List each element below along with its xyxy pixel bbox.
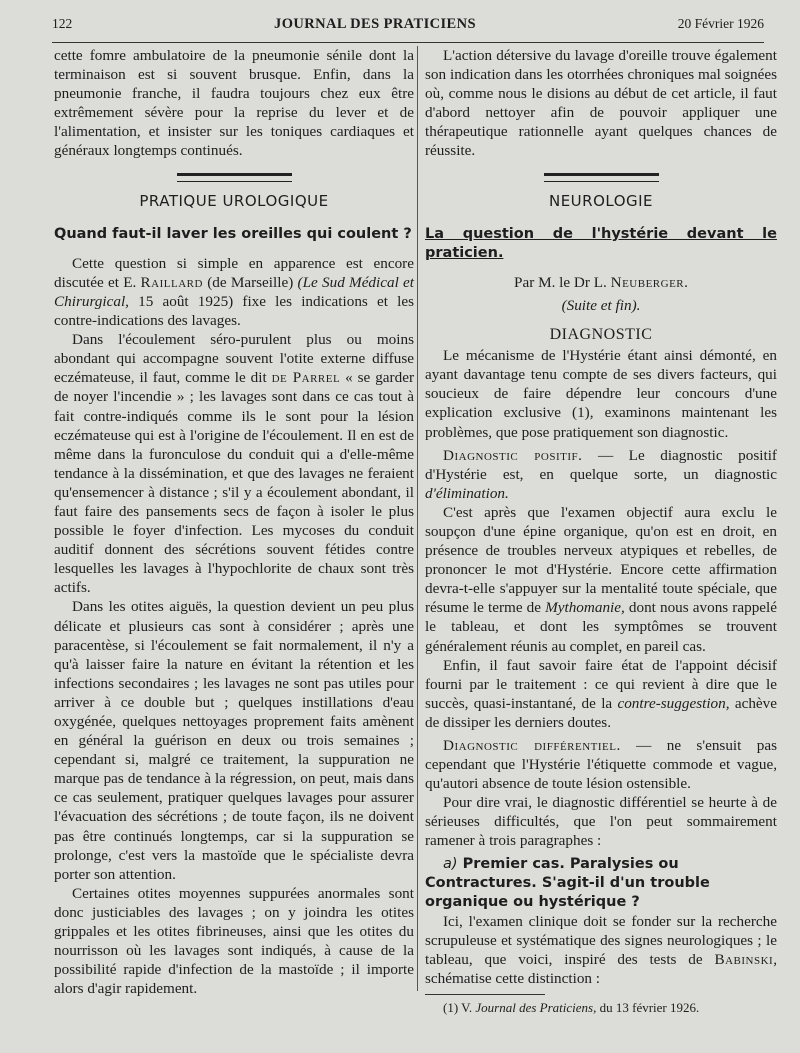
journal-title: JOURNAL DES PRATICIENS bbox=[274, 16, 476, 32]
paragraph: Dans l'écoulement séro-purulent plus ou moins abondant qui accompagne souvent l'otite externe diffuse eczémateuse, il faut, comme le dit de Parrel « se garder de noyer l'incendie » ; les lavages sont dans ce cas tout à fait contre-indiqués comme ils le sont pour la lésion eczémateuse qui est à l'origine de l'écoulement. Il en est de même dans la furonculose du conduit qui a d'elle-même tendance à la dissémination, et que des lavages ne feraient qu'ensemencer à distance ; s'il y a écoulement abondant, il faut faire des pansements secs de façon à isoler le plus possible le foyer d'infection. Les mycoses du conduit auditif donnent des sécrétions souvent fétides contre lesquelles les lavages à l'hypochlorite de chaux sont très actifs. bbox=[54, 331, 414, 597]
footnote: (1) V. Journal des Praticiens, du 13 février 1926. bbox=[443, 1000, 700, 1016]
section-title: PRATIQUE UROLOGIQUE bbox=[139, 191, 329, 210]
section-rule bbox=[54, 173, 414, 182]
author-name: Babinski bbox=[714, 951, 774, 969]
section-title: NEUROLOGIE bbox=[548, 191, 654, 210]
paragraph: C'est après que l'examen objectif aura exclu le soupçon d'une épine organique, qu'on est en droit, en présence de troubles nerveux atypiques et rebelles, de prononcer le mot d'Hystérie. Encore cette affirmation devra-t-elle s'appuyer sur la mentalité toute spéciale, que résume le terme de Mythomanie, dont nous avons rappelé le tableau, et dont les symptômes se trouvent généralement réunis au complet, en pareil cas. bbox=[425, 503, 777, 655]
section-rule bbox=[425, 173, 777, 182]
paragraph-label: Diagnostic positif. bbox=[443, 446, 583, 464]
footnote-rule bbox=[425, 994, 545, 995]
paragraph: Ici, l'examen clinique doit se fonder sur la recherche scrupuleuse et systématique des signes neurologiques ; le tableau, que voici, inspiré des tests de Babinski, schématise cette distinction : bbox=[425, 912, 777, 988]
paragraph: Diagnostic différentiel. — ne s'ensuit pas cependant que l'Hystérie l'étiquette commode et vague, qu'autori absence de toute lésion ostensible. bbox=[425, 737, 777, 793]
article-title: Quand faut-il laver les oreilles qui coulent ? bbox=[54, 225, 412, 242]
paragraph: Pour dire vrai, le diagnostic différentiel se heurte à de sérieuses difficultés, que l'on peut sommairement ramener à trois paragraphes : bbox=[425, 794, 777, 850]
author-name: Neuberger bbox=[610, 273, 685, 291]
paragraph: Enfin, il faut savoir faire état de l'appoint décisif fourni par le traitement : ce qui revient à dire que le succès, quasi-instantané, de la contre-suggestion, achève de dissiper les derniers doutes. bbox=[425, 656, 777, 731]
article-title: La question de l'hystérie devant le praticien. bbox=[425, 225, 777, 261]
paragraph: L'action détersive du lavage d'oreille trouve également son indication dans les otorrhées chroniques mal soignées où, comme nous le disions au début de cet article, il faut d'abord nettoyer afin de pouvoir appliquer une thérapeutique rationnelle ayant quelques chances de réussite. bbox=[425, 47, 777, 160]
subsection-title: DIAGNOSTIC bbox=[549, 326, 653, 344]
byline: Par M. le Dr L. Neuberger. bbox=[514, 273, 688, 291]
paragraph: Dans les otites aiguës, la question devient un peu plus délicate et plusieurs cas sont à considérer ; après une paracentèse, si l'écoulement se fait normalement, il n'y a qu'à laisser faire la nature en évitant la rétention et les infections secondaires ; les lavages ne sont pas utiles pour arriver à ce double but ; quelques instillations d'eau oxygénée, quelques nettoyages proprement faits amènent en général la guérison en deux ou trois semaines ; cependant si, malgré ce traitement, la suppuration ne marque pas de tendance à la régression, on peut, mais dans ce cas seulement, pratiquer quelques lavages pour assurer l'évacuation des sécrétions ; de toute façon, ils ne doivent pas être continués longtemps, car si la suppuration se prolonge, c'est vers la mastoïde que le spécialiste devra porter son attention. bbox=[54, 598, 414, 883]
page-number: 122 bbox=[52, 16, 73, 31]
suite-note: (Suite et fin). bbox=[561, 296, 641, 314]
paragraph: Le mécanisme de l'Hystérie étant ainsi démonté, en ayant davantage tenu compte de ses divers facteurs, qui soucieux de faire dépendre leur concours d'une explication exclusive (1), examinons maintenant les problèmes, que pose pratiquement son diagnostic. bbox=[425, 347, 777, 441]
paragraph: cette fomre ambulatoire de la pneumonie sénile dont la terminaison est si souvent brusque. Enfin, dans la pneumonie franche, il faudra toujours chez eux être extrêmement sévère pour la reprise du lever et de l'alimentation, et insister sur les toniques cardiaques et généraux longtemps continués. bbox=[54, 47, 414, 160]
left-column bbox=[54, 46, 414, 998]
column-divider bbox=[417, 46, 418, 991]
journal-reference: (Le Sud Médical et Chirurgical, bbox=[54, 273, 415, 310]
paragraph: Certaines otites moyennes suppurées anormales sont donc justiciables des lavages ; on y joindra les otites grippales et les otites fibrineuses, ainsi que les otites du nourrisson où les lavages sont indiqués, à cause de la possibilité rapide d'infection de la mastoïde ; il importe alors d'agir rapidement. bbox=[54, 884, 414, 998]
issue-date: 20 Février 1926 bbox=[677, 16, 764, 31]
author-name: de Parrel bbox=[271, 369, 341, 387]
subsection-heading: a) Premier cas. Paralysies ou Contractures. S'agit-il d'un trouble organique ou hystérique ? bbox=[425, 855, 710, 910]
paragraph: Cette question si simple en apparence est encore discutée et E. Raillard (de Marseille) (Le Sud Médical et Chirurgical, 15 août 1925) fixe les indications et les contre-indications des lavages. bbox=[54, 254, 415, 330]
paragraph-label: Diagnostic différentiel. bbox=[443, 737, 621, 754]
author-name: Raillard bbox=[140, 273, 203, 291]
paragraph: Diagnostic positif. — Le diagnostic positif d'Hystérie est, en quelque sorte, un diagnostic d'élimination. bbox=[425, 446, 777, 502]
right-column bbox=[425, 46, 777, 1016]
page-header bbox=[52, 16, 764, 43]
